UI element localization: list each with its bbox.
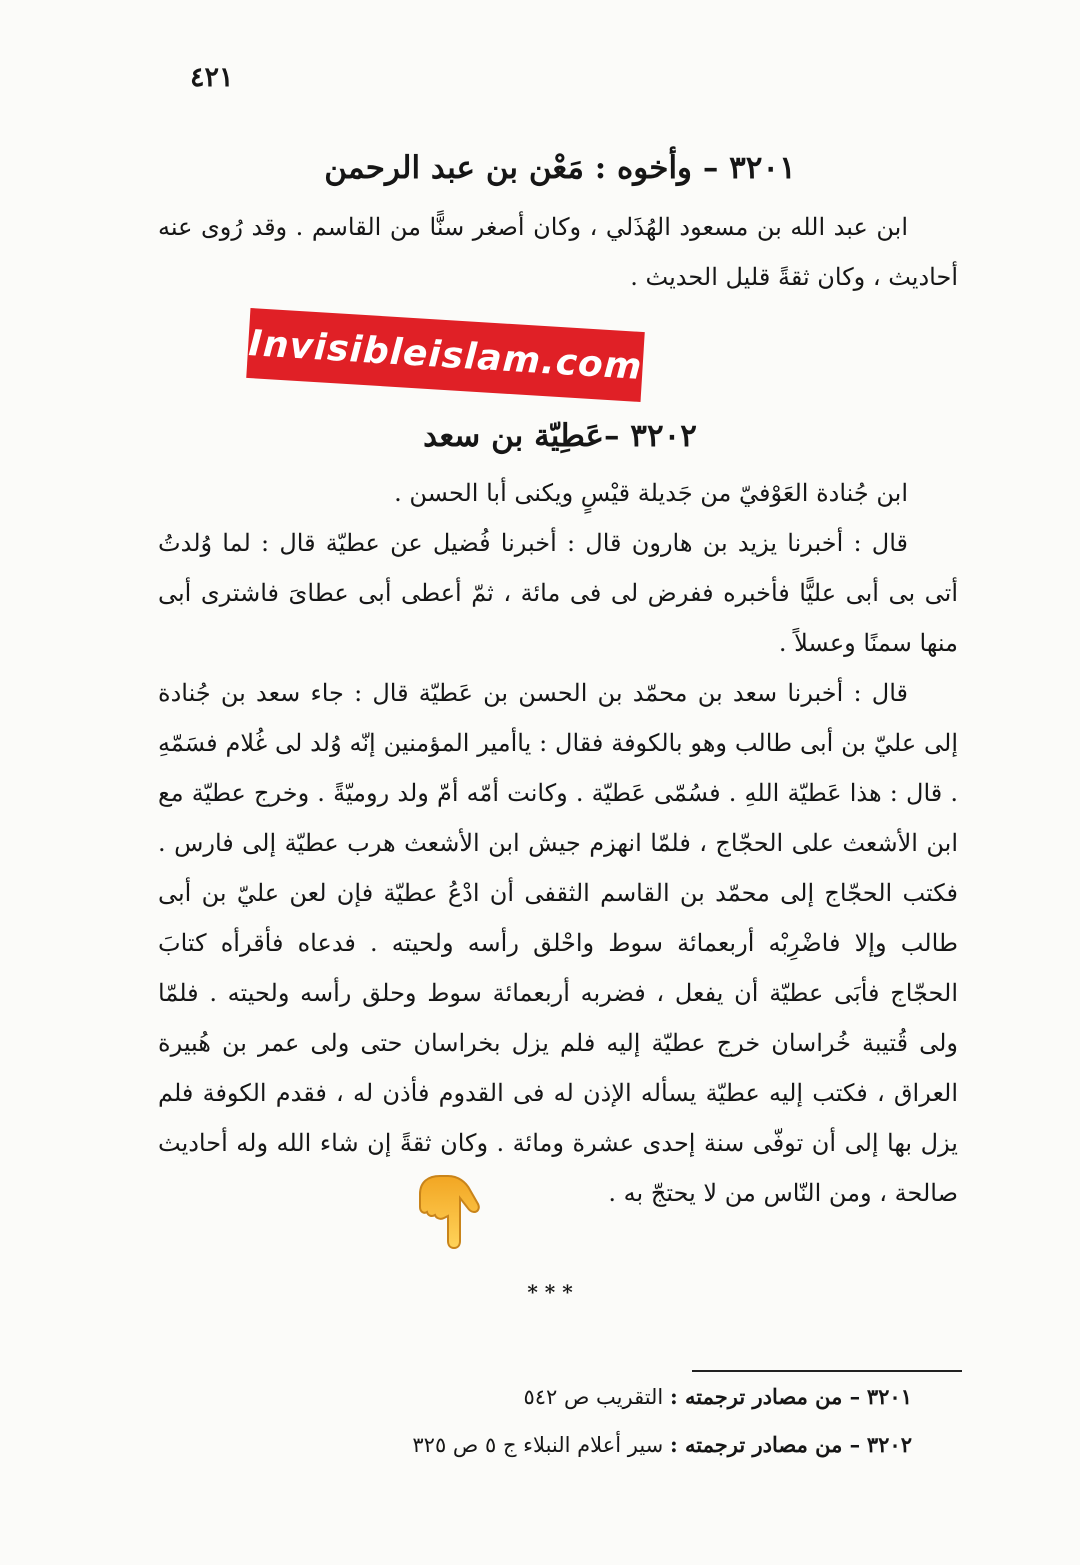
footnote-label: – من مصادر ترجمته : <box>669 1432 861 1457</box>
footnote-3202 <box>300 1432 912 1457</box>
footnote-3201 <box>300 1384 912 1409</box>
footnote-divider <box>692 1370 962 1372</box>
entry-heading-3201: ٣٢٠١ – وأخوه : مَعْن بن عبد الرحمن <box>324 150 796 186</box>
section-separator: * * * <box>527 1280 573 1304</box>
entry-body-3202 <box>158 468 958 1218</box>
footnote-label: – من مصادر ترجمته : <box>669 1384 861 1409</box>
watermark-banner: Invisibleislam.com <box>246 308 645 402</box>
footnote-number: ٣٢٠١ <box>866 1384 912 1409</box>
paragraph: قال : أخبرنا يزيد بن هارون قال : أخبرنا فُضيل عن عطيّة قال : لما وُلدتُ أتى بى أبى عليًّا فأخبره ففرض لى فى مائة ، ثمّ أعطى أبى عطاىَ فاشترى أبى منها سمنًا وعسلاً . <box>158 529 958 657</box>
page-number: ٤٢١ <box>190 62 234 93</box>
footnote-source: سير أعلام النبلاء ج ٥ ص ٣٢٥ <box>412 1433 664 1457</box>
entry-heading-3202: ٣٢٠٢ –عَطِيّة بن سعد <box>423 418 697 454</box>
paragraph: قال : أخبرنا سعد بن محمّد بن الحسن بن عَطيّة قال : جاء سعد بن جُنادة إلى عليّ بن أبى طالب وهو بالكوفة فقال : ياأمير المؤمنين إنّه وُلد لى غُلام فسَمّهِ . قال : هذا عَطيّة اللهِ . فسُمّى عَطيّة . وكانت أمّه أمّ ولد روميّةً . وخرج عطيّة مع ابن الأشعث على الحجّاج ، فلمّا انهزم جيش ابن الأشعث هرب عطيّة إلى فارس . فكتب الحجّاج إلى محمّد بن القاسم الثقفى أن ادْعُ عطيّة فإن لعن عليّ بن أبى طالب وإلا فاضْرِبْه أربعمائة سوط واحْلق رأسه ولحيته . فدعاه فأقرأه كتابَ الحجّاج فأبَى عطيّة أن يفعل ، فضربه أربعمائة سوط وحلق رأسه ولحيته . فلمّا ولى قُتيبة خُراسان خرج عطيّة إليه فلم يزل بخراسان حتى ولى عمر بن هُبيرة العراق ، فكتب إليه عطيّة يسأله الإذن له فى القدوم فأذن له ، فقدم الكوفة فلم يزل بها إلى أن توفّى سنة إحدى عشرة ومائة . وكان ثقةً إن شاء الله وله أحاديث صالحة ، ومن النّاس من لا يحتجّ به . <box>158 679 958 1207</box>
paragraph: ابن عبد الله بن مسعود الهُذَلي ، وكان أصغر سنًّا من القاسم . وقد رُوى عنه أحاديث ، وكان ثقةً قليل الحديث . <box>158 213 958 291</box>
pointing-hand-icon <box>408 1172 488 1252</box>
entry-body-3201 <box>158 202 958 302</box>
footnote-source: التقريب ص ٥٤٢ <box>523 1385 664 1409</box>
footnote-number: ٣٢٠٢ <box>866 1432 912 1457</box>
paragraph: ابن جُنادة العَوْفيّ من جَديلة قيْسٍ ويكنى أبا الحسن . <box>394 479 908 507</box>
